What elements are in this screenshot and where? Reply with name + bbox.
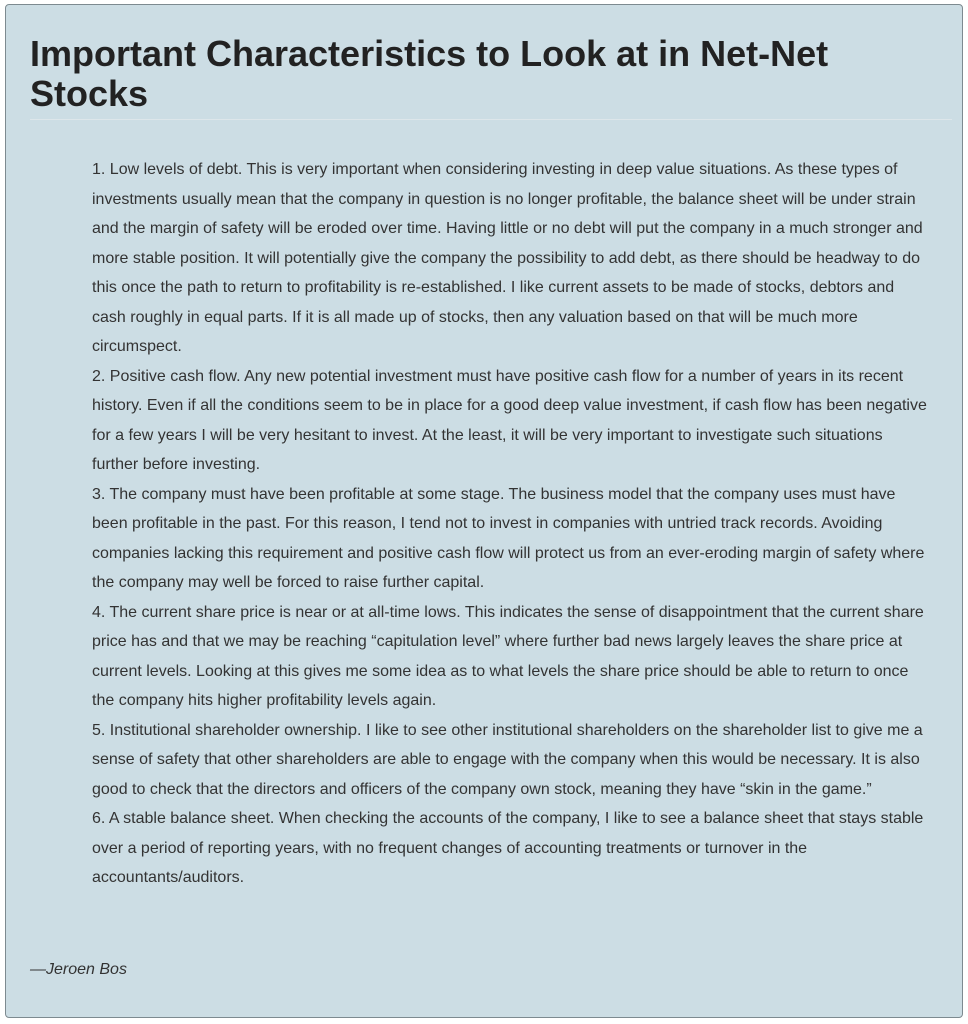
list-item-2: 2. Positive cash flow. Any new potential investment must have positive cash flow for a number of years in its recent history. Even if all the conditions seem to be in place for a good deep value investment, if cash flow has been negative for a few years I will be very hesitant to invest. At the least, it will be very important to investigate such situations further before investing. (92, 367, 927, 473)
author-attribution: —Jeroen Bos (30, 961, 127, 978)
list-item-1: 1. Low levels of debt. This is very important when considering investing in deep value situations. As these types of investments usually mean that the company in question is no longer profitable, the balance sheet will be under strain and the margin of safety will be eroded over time. Having little or no debt will put the company in a much stronger and more stable position. It will potentially give the company the possibility to add debt, as there should be headway to do this once the path to return to profitability is re-established. I like current assets to be made of stocks, debtors and cash roughly in equal parts. If it is all made up of stocks, then any valuation based on that will be much more circumspect. (92, 161, 923, 355)
characteristics-list (92, 155, 928, 893)
content-panel (5, 4, 963, 1018)
list-item-3: 3. The company must have been profitable at some stage. The business model that the company uses must have been profitable in the past. For this reason, I tend not to invest in companies with untried track records. Avoiding companies lacking this requirement and positive cash flow will protect us from an ever-eroding margin of safety where the company may well be forced to raise further capital. (92, 485, 925, 591)
list-item-5: 5. Institutional shareholder ownership. I like to see other institutional shareholders on the shareholder list to give me a sense of safety that other shareholders are able to engage with the company when this would be necessary. It is also good to check that the directors and officers of the company own stock, meaning they have “skin in the game.” (92, 721, 923, 798)
list-item-6: 6. A stable balance sheet. When checking the accounts of the company, I like to see a balance sheet that stays stable over a period of reporting years, with no frequent changes of accounting treatments or turnover in the accountants/auditors. (92, 810, 924, 886)
list-item-4: 4. The current share price is near or at all-time lows. This indicates the sense of disappointment that the current share price has and that we may be reaching “capitulation level” where further bad news largely leaves the share price at current levels. Looking at this gives me some idea as to what levels the share price should be able to return to once the company hits higher profitability levels again. (92, 603, 924, 709)
page-title: Important Characteristics to Look at in Net-Net Stocks (30, 33, 829, 114)
title-divider (30, 119, 952, 120)
